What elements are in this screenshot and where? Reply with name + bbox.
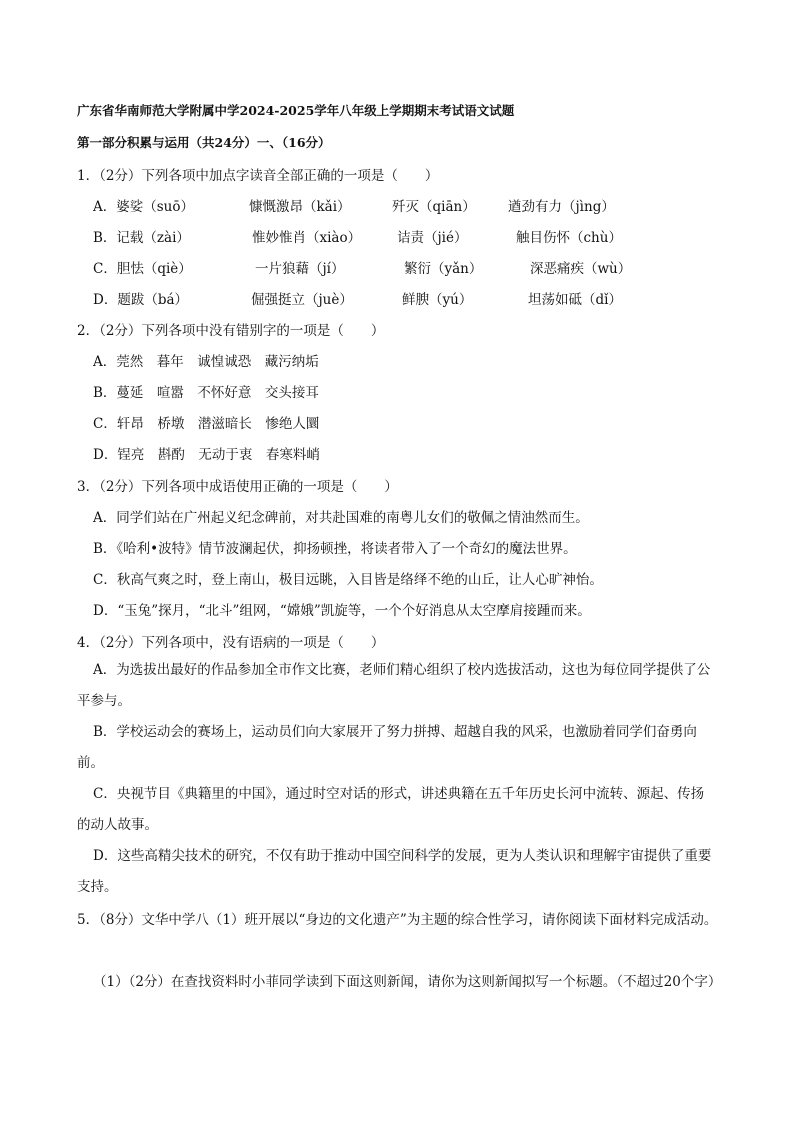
option-cell: 坦荡如砥（dǐ） [528, 292, 622, 308]
option-cell: 歼灭（qiān） [392, 199, 476, 215]
question-2-stem: 2．（2分）下列各项中没有错别字的一项是（ ） [77, 323, 385, 339]
option-cell: B．记载（zài） [93, 230, 190, 246]
option-cell: 倔强挺立（juè） [251, 292, 353, 308]
question-3-option-d: D．“玉兔”探月，“北斗”组网，“嫦娥”凯旋等，一个个好消息从太空摩肩接踵而来。 [93, 603, 591, 619]
option-cell: 繁衍（yǎn） [404, 261, 483, 277]
question-4-stem: 4．（2分）下列各项中，没有语病的一项是（ ） [77, 635, 385, 651]
option-cell: 鲜腴（yú） [402, 292, 473, 308]
option-cell: 惟妙惟肖（xiào） [252, 230, 362, 246]
option-cell: 一片狼藉（jí） [255, 261, 345, 277]
option-cell: 遒劲有力（jìng） [508, 199, 615, 215]
question-2-option-b: B．蔓延 喧嚣 不怀好意 交头接耳 [93, 385, 319, 401]
question-3-option-c: C．秋高气爽之时，登上南山，极目远眺，入目皆是络绎不绝的山丘，让人心旷神怡。 [93, 572, 603, 588]
option-cell: 慷慨激昂（kǎi） [249, 199, 351, 215]
question-2-option-c: C．轩昂 桥墩 潜滋暗长 惨绝人圜 [93, 416, 320, 432]
question-3-stem: 3．（2分）下列各项中成语使用正确的一项是（ ） [77, 479, 398, 495]
question-4-option-a: A．为选拔出最好的作品参加全市作文比赛，老师们精心组织了校内选拔活动，这也为每位同学提供了公平参与。 [77, 662, 711, 709]
question-2-option-d: D．锃亮 斟酌 无动于衷 春寒料峭 [93, 447, 320, 463]
option-cell: 深恶痛疾（wù） [530, 261, 632, 277]
option-cell: 诘责（jié） [397, 230, 468, 246]
question-1-stem: 1．（2分）下列各项中加点字读音全部正确的一项是（ ） [77, 168, 439, 184]
option-cell: 触目伤怀（chù） [516, 230, 622, 246]
question-3-option-a: A．同学们站在广州起义纪念碑前，对共赴国难的南粤儿女们的敬佩之情油然而生。 [93, 510, 589, 526]
question-4-option-c: C．央视节目《典籍里的中国》，通过时空对话的形式，讲述典籍在五千年历史长河中流转、源起、传扬的动人故事。 [77, 786, 705, 833]
option-cell: D．题跋（bá） [93, 292, 189, 308]
question-2-option-a: A．莞然 暮年 诚惶诚恐 藏污纳垢 [93, 354, 319, 370]
option-cell: C．胆怯（qiè） [93, 261, 192, 277]
question-5-sub-1: （1）（2分）在查找资料时小菲同学读到下面这则新闻，请你为这则新闻拟写一个标题。（不超过20个字） [93, 974, 722, 990]
section-heading: 第一部分积累与运用（共24分）一、（16分） [77, 135, 331, 150]
question-3-option-b: B．《哈利•波特》情节波澜起伏，抑扬顿挫，将读者带入了一个奇幻的魔法世界。 [93, 541, 577, 557]
question-4-option-d: D．这些高精尖技术的研究，不仅有助于推动中国空间科学的发展，更为人类认识和理解宇宙提供了重要支持。 [77, 848, 712, 895]
question-4-option-b: B．学校运动会的赛场上，运动员们向大家展开了努力拼搏、超越自我的风采，也激励着同学们奋勇向前。 [77, 724, 697, 771]
document-title: 广东省华南师范大学附属中学2024-2025学年八年级上学期期末考试语文试题 [77, 103, 515, 118]
question-5-stem: 5．（8分）文华中学八（1）班开展以“身边的文化遗产”为主题的综合性学习，请你阅读下面材料完成活动。 [77, 912, 718, 928]
option-cell: A．婆娑（suō） [93, 199, 194, 215]
